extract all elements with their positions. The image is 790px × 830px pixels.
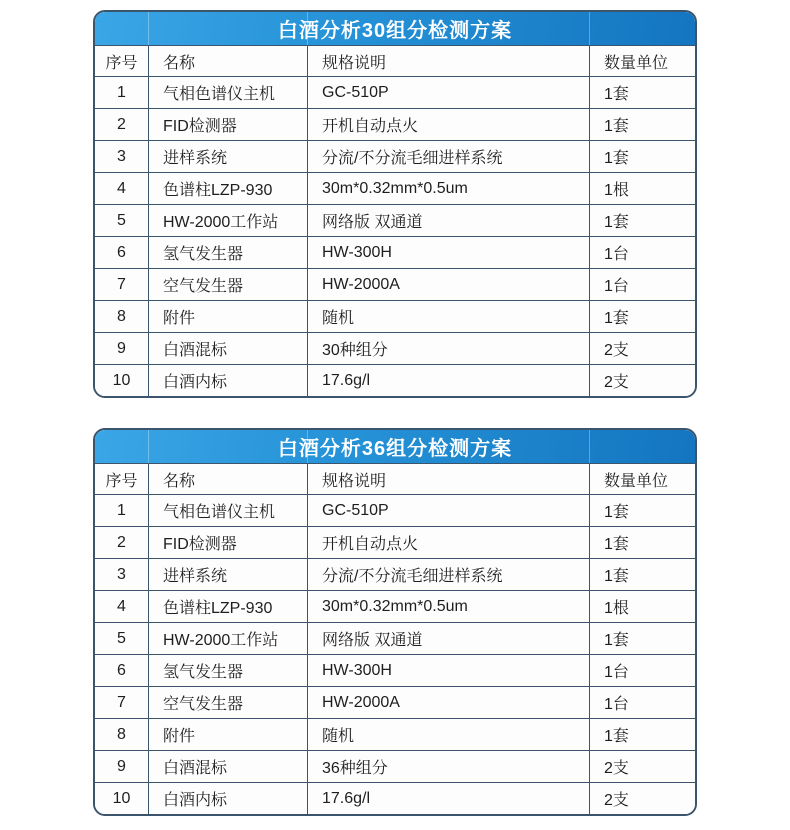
cell-name: 色谱柱LZP-930 — [148, 173, 307, 204]
cell-spec: 30m*0.32mm*0.5um — [307, 173, 589, 204]
table-row — [95, 172, 695, 204]
cell-name: 白酒内标 — [148, 783, 307, 814]
cell-qty: 1台 — [589, 269, 695, 300]
table-title: 白酒分析30组分检测方案 — [277, 20, 513, 42]
cell-name: 白酒混标 — [148, 751, 307, 782]
table-row — [95, 494, 695, 526]
title-column-divider — [589, 430, 590, 463]
cell-qty: 1套 — [589, 719, 695, 750]
cell-name: HW-2000工作站 — [148, 623, 307, 654]
cell-qty: 1台 — [589, 655, 695, 686]
column-header-name: 名称 — [148, 46, 307, 76]
title-column-divider — [307, 430, 308, 463]
title-column-divider — [148, 12, 149, 45]
cell-qty: 1套 — [589, 109, 695, 140]
table-row — [95, 590, 695, 622]
table-title-bar — [95, 12, 695, 45]
title-column-divider — [307, 12, 308, 45]
cell-qty: 1套 — [589, 301, 695, 332]
cell-spec: 30m*0.32mm*0.5um — [307, 591, 589, 622]
table-body — [95, 494, 695, 814]
cell-spec: 分流/不分流毛细进样系统 — [307, 141, 589, 172]
table-row — [95, 268, 695, 300]
cell-name: 色谱柱LZP-930 — [148, 591, 307, 622]
cell-qty: 1套 — [589, 559, 695, 590]
title-column-divider — [589, 12, 590, 45]
cell-qty: 1套 — [589, 77, 695, 108]
cell-no: 3 — [95, 141, 148, 172]
cell-no: 9 — [95, 333, 148, 364]
column-header-qty: 数量单位 — [589, 46, 695, 76]
table-body — [95, 76, 695, 396]
column-header-spec: 规格说明 — [307, 464, 589, 494]
column-header-spec: 规格说明 — [307, 46, 589, 76]
cell-qty: 1套 — [589, 623, 695, 654]
cell-qty: 1台 — [589, 687, 695, 718]
cell-name: 气相色谱仪主机 — [148, 77, 307, 108]
cell-name: 附件 — [148, 719, 307, 750]
cell-spec: 30种组分 — [307, 333, 589, 364]
column-header-no: 序号 — [95, 464, 148, 494]
cell-no: 5 — [95, 205, 148, 236]
cell-spec: HW-2000A — [307, 269, 589, 300]
cell-qty: 2支 — [589, 333, 695, 364]
cell-qty: 1根 — [589, 591, 695, 622]
column-header-no: 序号 — [95, 46, 148, 76]
table-row — [95, 140, 695, 172]
cell-name: 氢气发生器 — [148, 237, 307, 268]
cell-spec: GC-510P — [307, 495, 589, 526]
cell-name: 氢气发生器 — [148, 655, 307, 686]
cell-name: 气相色谱仪主机 — [148, 495, 307, 526]
cell-no: 2 — [95, 109, 148, 140]
column-header-qty: 数量单位 — [589, 464, 695, 494]
table-row — [95, 236, 695, 268]
table-row — [95, 76, 695, 108]
cell-no: 3 — [95, 559, 148, 590]
cell-no: 9 — [95, 751, 148, 782]
table-row — [95, 300, 695, 332]
cell-no: 7 — [95, 687, 148, 718]
cell-no: 8 — [95, 301, 148, 332]
cell-no: 10 — [95, 365, 148, 396]
title-column-divider — [148, 430, 149, 463]
cell-spec: 开机自动点火 — [307, 527, 589, 558]
table-row — [95, 558, 695, 590]
table-title-bar — [95, 430, 695, 463]
cell-no: 10 — [95, 783, 148, 814]
cell-no: 5 — [95, 623, 148, 654]
cell-no: 8 — [95, 719, 148, 750]
table-row — [95, 686, 695, 718]
cell-name: 附件 — [148, 301, 307, 332]
cell-qty: 1套 — [589, 527, 695, 558]
cell-spec: HW-300H — [307, 655, 589, 686]
cell-qty: 2支 — [589, 751, 695, 782]
scheme-table-30 — [93, 10, 697, 398]
cell-name: 白酒混标 — [148, 333, 307, 364]
cell-no: 4 — [95, 591, 148, 622]
cell-name: HW-2000工作站 — [148, 205, 307, 236]
cell-qty: 1台 — [589, 237, 695, 268]
table-header-row — [95, 45, 695, 76]
table-row — [95, 332, 695, 364]
table-header-row — [95, 463, 695, 494]
table-row — [95, 718, 695, 750]
table-title: 白酒分析36组分检测方案 — [277, 438, 513, 460]
table-row — [95, 750, 695, 782]
table-row — [95, 782, 695, 814]
cell-no: 4 — [95, 173, 148, 204]
cell-spec: 随机 — [307, 719, 589, 750]
cell-qty: 1套 — [589, 205, 695, 236]
cell-name: 空气发生器 — [148, 687, 307, 718]
cell-spec: 随机 — [307, 301, 589, 332]
cell-spec: 17.6g/l — [307, 365, 589, 396]
cell-no: 1 — [95, 495, 148, 526]
cell-spec: HW-300H — [307, 237, 589, 268]
cell-spec: HW-2000A — [307, 687, 589, 718]
cell-name: 进样系统 — [148, 141, 307, 172]
cell-spec: 开机自动点火 — [307, 109, 589, 140]
cell-qty: 2支 — [589, 783, 695, 814]
cell-spec: 36种组分 — [307, 751, 589, 782]
cell-spec: 网络版 双通道 — [307, 205, 589, 236]
cell-qty: 2支 — [589, 365, 695, 396]
cell-spec: GC-510P — [307, 77, 589, 108]
cell-no: 2 — [95, 527, 148, 558]
table-row — [95, 622, 695, 654]
cell-name: 空气发生器 — [148, 269, 307, 300]
cell-name: 进样系统 — [148, 559, 307, 590]
cell-spec: 分流/不分流毛细进样系统 — [307, 559, 589, 590]
cell-qty: 1根 — [589, 173, 695, 204]
cell-spec: 17.6g/l — [307, 783, 589, 814]
cell-no: 6 — [95, 237, 148, 268]
table-row — [95, 654, 695, 686]
cell-no: 6 — [95, 655, 148, 686]
cell-name: FID检测器 — [148, 109, 307, 140]
cell-no: 7 — [95, 269, 148, 300]
cell-qty: 1套 — [589, 495, 695, 526]
table-row — [95, 108, 695, 140]
table-row — [95, 364, 695, 396]
cell-no: 1 — [95, 77, 148, 108]
cell-name: FID检测器 — [148, 527, 307, 558]
column-header-name: 名称 — [148, 464, 307, 494]
cell-name: 白酒内标 — [148, 365, 307, 396]
cell-spec: 网络版 双通道 — [307, 623, 589, 654]
table-row — [95, 204, 695, 236]
table-row — [95, 526, 695, 558]
cell-qty: 1套 — [589, 141, 695, 172]
scheme-table-36 — [93, 428, 697, 816]
